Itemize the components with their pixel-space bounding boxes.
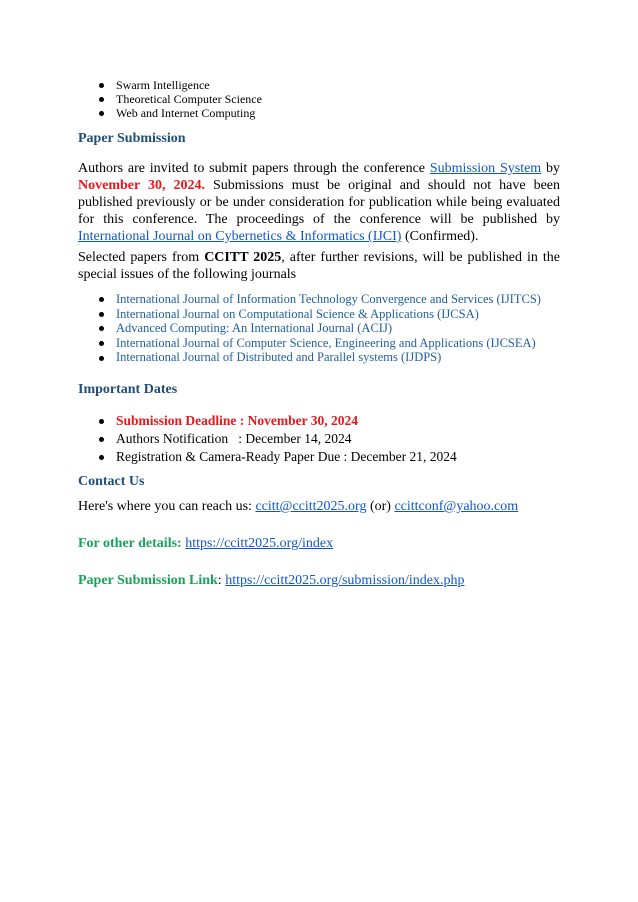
topic-item: Web and Internet Computing (78, 106, 558, 120)
text: : (217, 573, 226, 588)
journal-item: International Journal of Distributed and Parallel systems (IJDPS) (78, 350, 560, 365)
paper-submission-heading: Paper Submission (78, 131, 186, 146)
submission-paragraph (78, 160, 560, 245)
text: Submissions must be original and should not have been published previously or be under consideration for publication while being evaluated for this conference. The proceedings of the conference will be published by (78, 178, 560, 227)
text: by (541, 161, 560, 176)
journal-item: Advanced Computing: An International Journal (ACIJ) (78, 321, 560, 336)
other-details-line (78, 536, 333, 552)
submission-deadline-item: Submission Deadline : November 30, 2024 (78, 412, 560, 430)
contact-line (78, 499, 518, 515)
authors-notification-item: Authors Notification : December 14, 2024 (78, 430, 560, 448)
text: (Confirmed). (401, 229, 479, 244)
topic-list (78, 78, 558, 120)
text: Selected papers from (78, 250, 205, 265)
deadline-text: November 30, 2024. (78, 178, 205, 193)
submission-url-link[interactable]: https://ccitt2025.org/submission/index.php (225, 573, 465, 588)
email-link-secondary[interactable]: ccittconf@yahoo.com (394, 499, 519, 514)
text: Authors are invited to submit papers through the conference (78, 161, 430, 176)
ijci-journal-link[interactable]: International Journal on Cybernetics & Informatics (IJCI) (78, 229, 402, 244)
text: Here's where you can reach us: (78, 499, 256, 514)
submission-link-label: Paper Submission Link (78, 573, 218, 588)
journal-list (78, 292, 560, 365)
registration-item: Registration & Camera-Ready Paper Due : December 21, 2024 (78, 448, 560, 466)
submission-link-line (78, 573, 465, 589)
important-dates-heading: Important Dates (78, 382, 178, 397)
topic-item: Swarm Intelligence (78, 78, 558, 92)
email-link-primary[interactable]: ccitt@ccitt2025.org (255, 499, 367, 514)
journal-item: International Journal of Information Technology Convergence and Services (IJITCS) (78, 292, 560, 307)
journal-item: International Journal of Computer Science, Engineering and Applications (IJCSEA) (78, 336, 560, 351)
topic-item: Theoretical Computer Science (78, 92, 558, 106)
journal-item: International Journal on Computational Science & Applications (IJCSA) (78, 307, 560, 322)
important-dates-list (78, 412, 560, 466)
text: (or) (366, 499, 395, 514)
conference-name: CCITT 2025 (204, 250, 282, 265)
submission-system-link[interactable]: Submission System (429, 161, 542, 176)
contact-heading: Contact Us (78, 474, 145, 489)
website-link[interactable]: https://ccitt2025.org/index (185, 536, 334, 551)
selected-papers-paragraph (78, 249, 560, 283)
other-details-label: For other details: (78, 536, 182, 551)
text: , after further revisions, will be published in the special issues of the following journals (78, 250, 560, 282)
